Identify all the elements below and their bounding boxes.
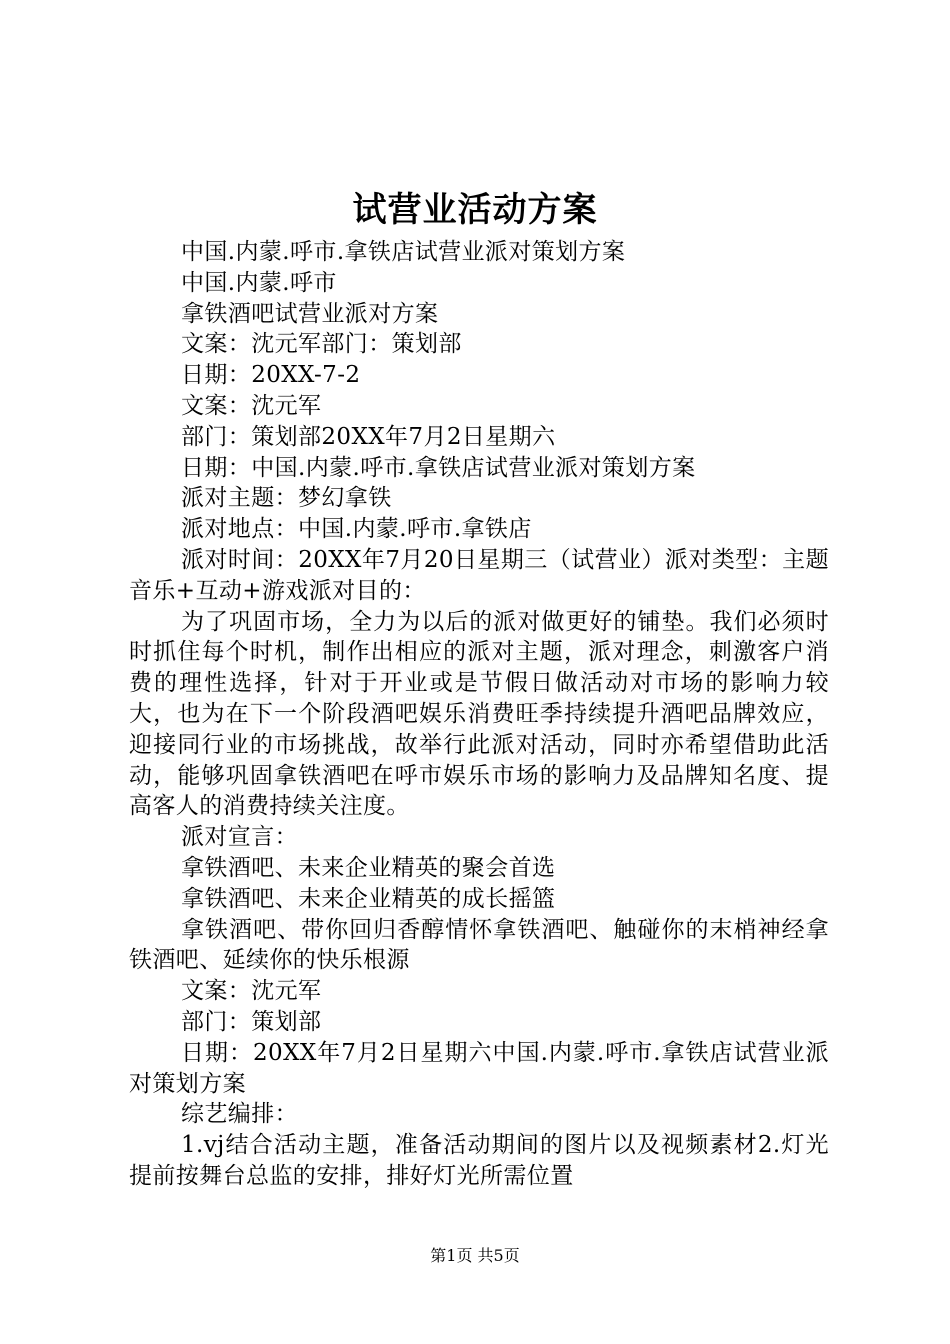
page-number: 第1页 共5页 bbox=[430, 1246, 520, 1265]
document-title: 试营业活动方案 bbox=[352, 190, 598, 230]
paragraph: 派对地点：中国.内蒙.呼市.拿铁店 bbox=[181, 516, 532, 543]
paragraph: 拿铁酒吧、未来企业精英的聚会首选 bbox=[181, 854, 556, 881]
paragraph: 为了巩固市场，全力为以后的派对做更好的铺垫。我们必须时时抓住每个时机，制作出相应的派对主题，派对理念，刺激客户消费的理性选择，针对于开业或是节假日做活动对市场的影响力较大，也为在下一个阶段酒吧娱乐消费旺季持续提升酒吧品牌效应，迎接同行业的市场挑战，故举行此派对活动，同时亦希望借助此活动，能够巩固拿铁酒吧在呼市娱乐市场的影响力及品牌知名度、提高客人的消费持续关注度。 bbox=[129, 608, 829, 820]
paragraph: 文案：沈元军部门：策划部 bbox=[181, 331, 462, 358]
paragraph: 文案：沈元军 bbox=[181, 978, 322, 1005]
paragraph: 拿铁酒吧、带你回归香醇情怀拿铁酒吧、触碰你的末梢神经拿铁酒吧、延续你的快乐根源 bbox=[129, 916, 829, 974]
paragraph: 派对宣言： bbox=[181, 824, 298, 851]
document-body bbox=[129, 237, 829, 1192]
paragraph: 派对时间：20XX年7月20日星期三（试营业）派对类型：主题音乐+互动+游戏派对目的： bbox=[129, 546, 829, 604]
paragraph: 派对主题：梦幻拿铁 bbox=[181, 485, 392, 512]
paragraph: 1.vj结合活动主题，准备活动期间的图片以及视频素材2.灯光提前按舞台总监的安排，排好灯光所需位置 bbox=[129, 1132, 829, 1189]
paragraph: 部门：策划部20XX年7月2日星期六 bbox=[181, 423, 556, 450]
paragraph: 中国.内蒙.呼市 bbox=[181, 269, 337, 296]
paragraph: 文案：沈元军 bbox=[181, 392, 322, 419]
paragraph: 拿铁酒吧、未来企业精英的成长摇篮 bbox=[181, 885, 556, 912]
paragraph: 日期：20XX-7-2 bbox=[181, 362, 361, 389]
paragraph: 中国.内蒙.呼市.拿铁店试营业派对策划方案 bbox=[181, 239, 626, 265]
paragraph: 综艺编排： bbox=[181, 1101, 298, 1128]
paragraph: 日期：20XX年7月2日星期六中国.内蒙.呼市.拿铁店试营业派对策划方案 bbox=[129, 1039, 829, 1097]
paragraph: 拿铁酒吧试营业派对方案 bbox=[181, 300, 439, 327]
paragraph: 日期：中国.内蒙.呼市.拿铁店试营业派对策划方案 bbox=[181, 454, 696, 481]
paragraph: 部门：策划部 bbox=[181, 1008, 322, 1035]
